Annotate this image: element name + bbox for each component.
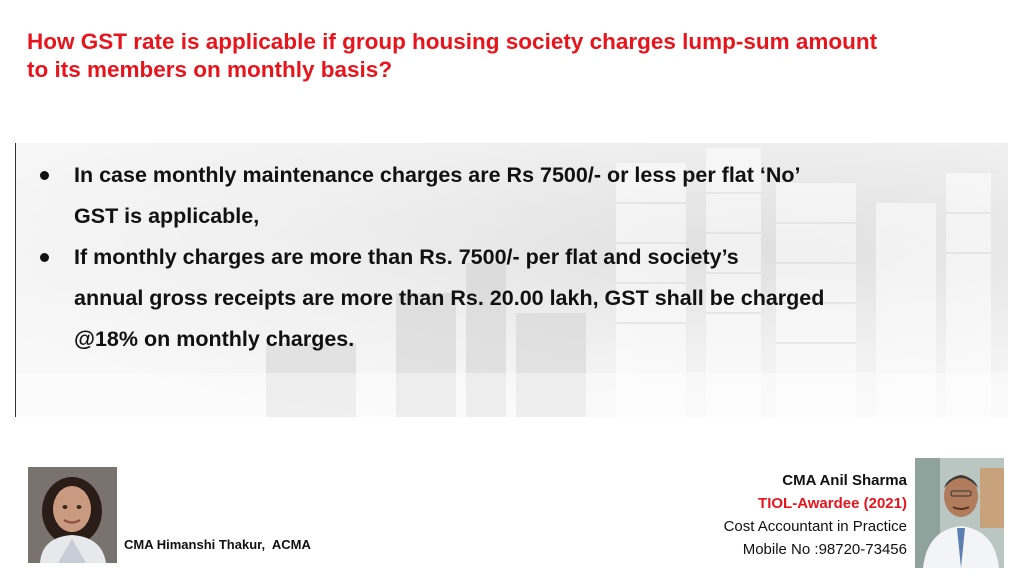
bullet-2-line-1: If monthly charges are more than Rs. 7500/- per flat and society’s [74,245,739,269]
bullet-2-line-3: @18% on monthly charges. [74,327,355,351]
presenter-mobile: Mobile No :98720-73456 [742,541,907,558]
presenter-right-info [724,469,907,561]
bullet-dot-icon [40,171,49,180]
bullet-2-line-2: annual gross receipts are more than Rs. 20.00 lakh, GST shall be charged [74,286,825,310]
presenter-role: Cost Accountant in Practice [723,518,907,535]
slide-title [27,28,1007,84]
portrait-woman-icon [28,467,117,563]
slide-title-line-1: How GST rate is applicable if group housing society charges lump-sum amount [27,29,878,54]
presenter-award: TIOL-Awardee (2021) [758,495,907,512]
presenter-left-caption: CMA Himanshi Thakur, ACMA [124,537,311,552]
bullet-list [34,155,974,360]
bullet-item-2 [34,237,974,360]
presenter-photo-left [28,467,117,563]
bullet-1-line-2: GST is applicable, [74,204,260,228]
bullet-dot-icon [40,253,49,262]
content-panel [15,143,1008,417]
presenter-name: CMA Anil Sharma [782,472,907,489]
presenter-photo-right [915,458,1004,568]
slide-title-line-2: to its members on monthly basis? [27,57,393,82]
bullet-1-line-1: In case monthly maintenance charges are Rs 7500/- or less per flat ‘No’ [74,163,801,187]
portrait-man-icon [915,458,1004,568]
bullet-item-1 [34,155,974,237]
